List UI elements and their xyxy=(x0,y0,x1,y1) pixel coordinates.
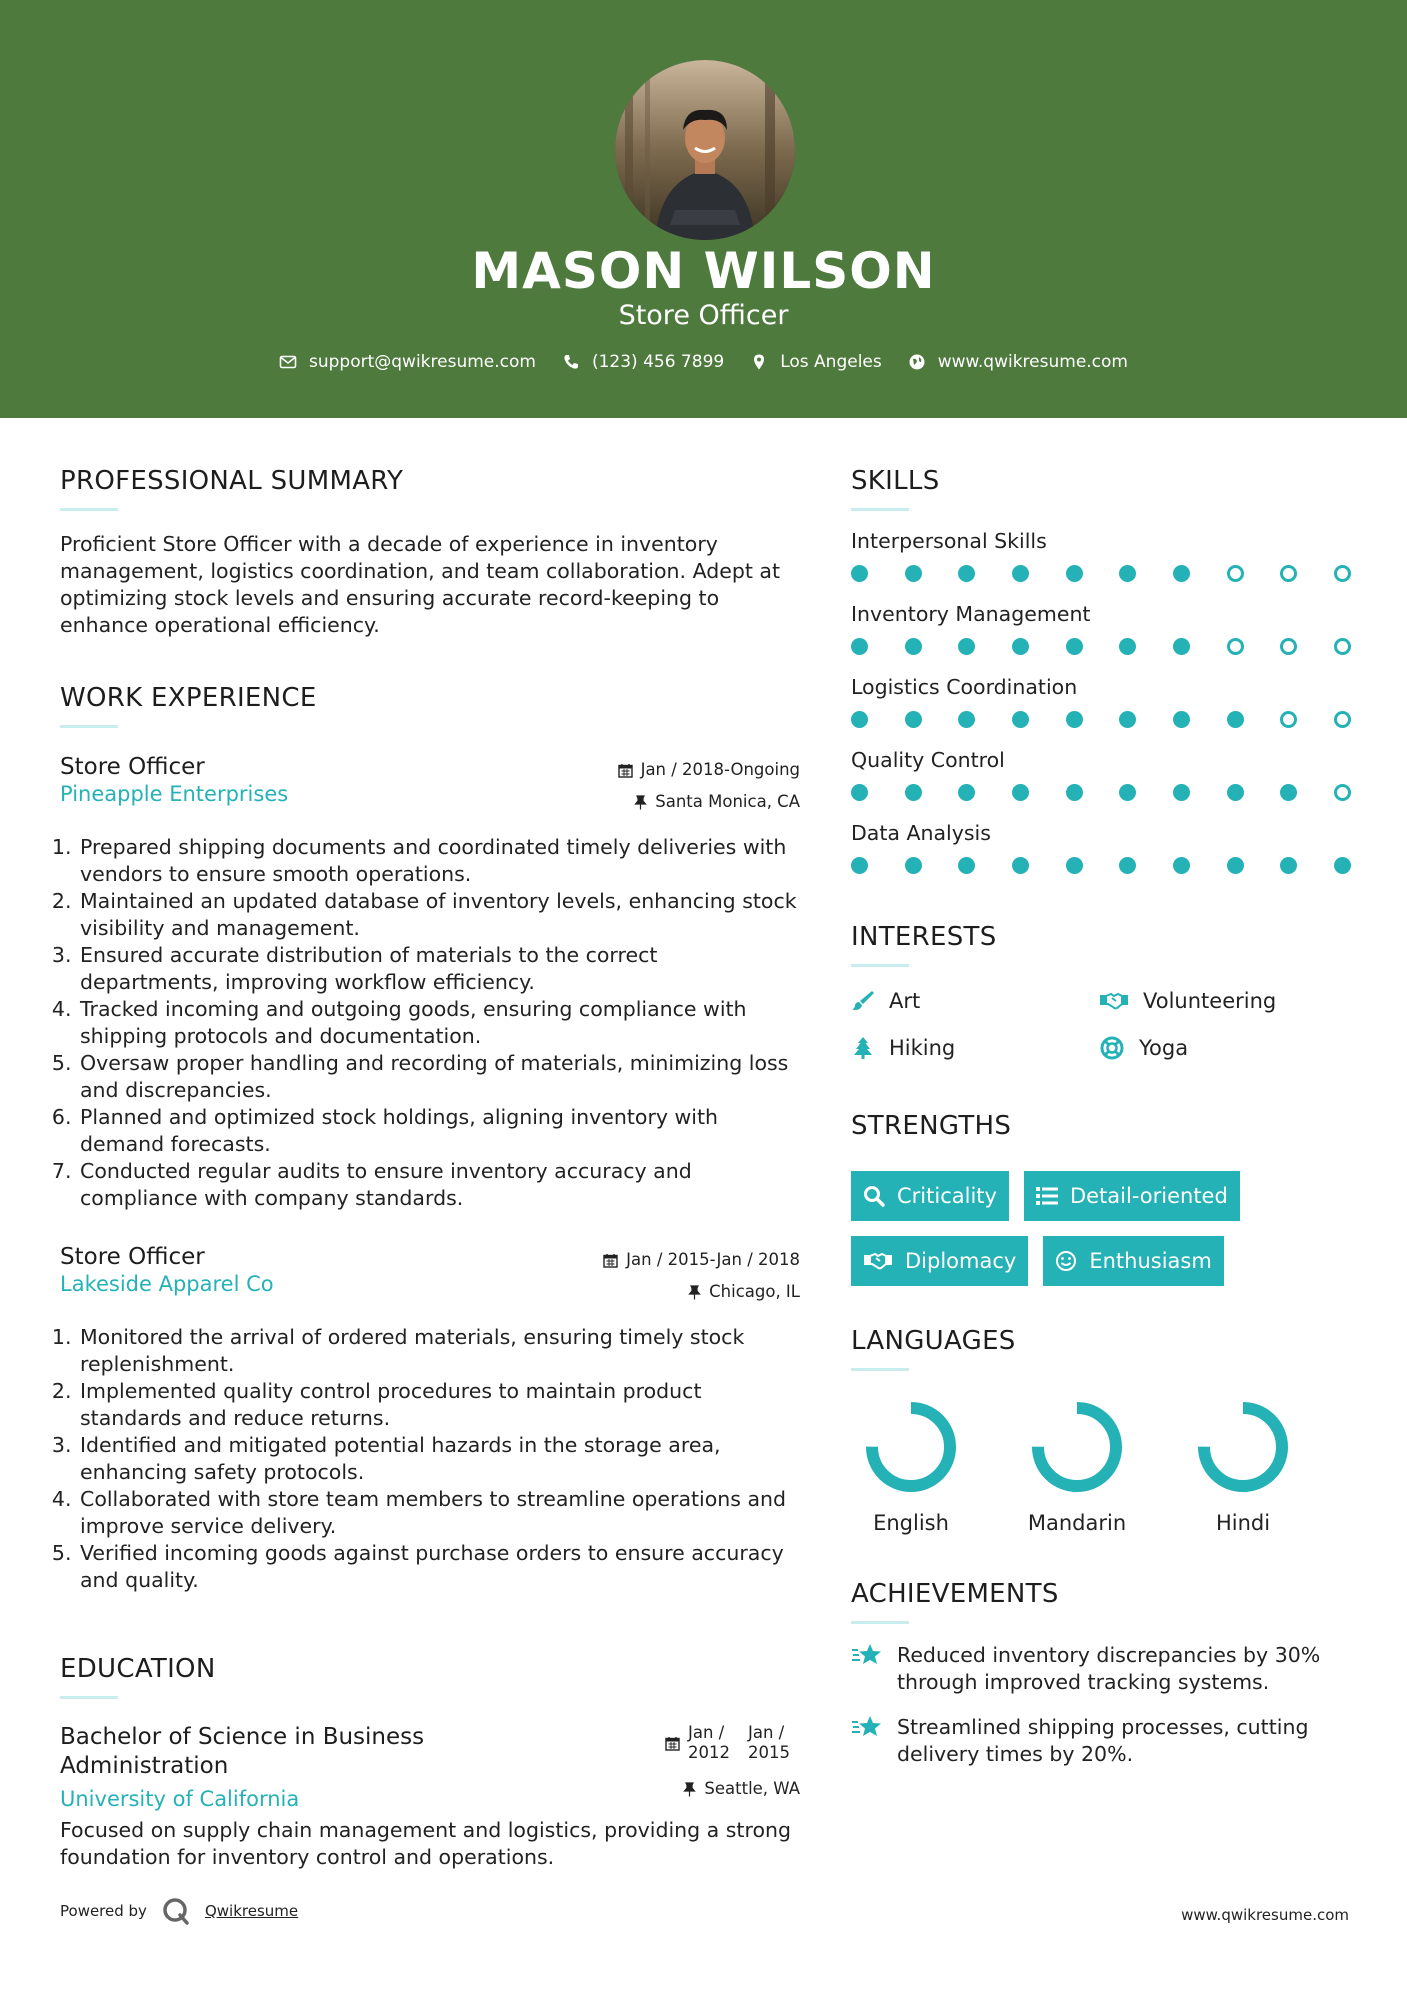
rating-dot-filled xyxy=(958,638,975,655)
contact-phone[interactable] xyxy=(562,352,724,372)
avatar xyxy=(615,60,795,240)
rating-dot-filled xyxy=(1173,857,1190,874)
language-item xyxy=(1025,1399,1129,1535)
list-item: 1. Prepared shipping documents and coordinated timely deliveries with vendors to ensure smooth operations. xyxy=(78,834,800,888)
pin-icon xyxy=(634,795,647,810)
rating-dot-empty xyxy=(1227,638,1244,655)
shooting-star-icon xyxy=(851,1714,883,1740)
rating-dot-filled xyxy=(1066,857,1083,874)
calendar-icon xyxy=(618,763,633,778)
skills-title: SKILLS xyxy=(851,466,940,496)
interest-art: Art xyxy=(851,989,1099,1013)
list-item: 3. Ensured accurate distribution of materials to the correct departments, improving workflow efficiency. xyxy=(78,942,800,996)
rating-dot-filled xyxy=(1066,711,1083,728)
section-underline xyxy=(851,508,909,511)
language-level-arc xyxy=(1204,1408,1282,1486)
list-item: 7. Conducted regular audits to ensure inventory accuracy and compliance with company standards. xyxy=(78,1158,800,1212)
rating-dot-filled xyxy=(1119,857,1136,874)
shooting-star-icon xyxy=(851,1642,883,1668)
language-level-arc xyxy=(1038,1408,1116,1486)
website-text: www.qwikresume.com xyxy=(937,352,1128,372)
location-text: Los Angeles xyxy=(780,352,882,372)
footer-site[interactable]: www.qwikresume.com xyxy=(1181,1906,1349,1924)
language-ring xyxy=(1029,1399,1125,1495)
company-name: Lakeside Apparel Co xyxy=(60,1272,274,1296)
education-title: EDUCATION xyxy=(60,1654,216,1684)
strengths-title: STRENGTHS xyxy=(851,1111,1012,1141)
rating-dot-filled xyxy=(851,784,868,801)
section-underline xyxy=(60,725,118,728)
candidate-name: MASON WILSON xyxy=(471,242,936,300)
degree-title: Bachelor of Science in Business Administration xyxy=(60,1724,425,1779)
rating-dot-filled xyxy=(1119,711,1136,728)
list-icon xyxy=(1036,1186,1058,1206)
rating-dot-filled xyxy=(1066,784,1083,801)
education-text: Focused on supply chain management and logistics, providing a strong foundation for inventory control and operations. xyxy=(60,1818,791,1869)
strength-tag: Criticality xyxy=(851,1171,1009,1221)
rating-dot-empty xyxy=(1334,784,1351,801)
footer-powered xyxy=(60,1896,298,1926)
qwikresume-logo-icon xyxy=(161,1896,191,1926)
section-underline xyxy=(851,1368,909,1371)
job-entry xyxy=(60,754,800,1212)
handshake-icon xyxy=(863,1250,893,1272)
achievements-title: ACHIEVEMENTS xyxy=(851,1579,1059,1609)
rating-dot-filled xyxy=(1280,857,1297,874)
rating-dot-filled xyxy=(905,857,922,874)
job-date: Jan / 2018-Ongoing xyxy=(618,754,800,786)
section-underline xyxy=(60,508,118,511)
pin-icon xyxy=(683,1782,696,1797)
rating-dot-filled xyxy=(958,784,975,801)
interests-section xyxy=(851,922,1351,1061)
rating-dot-filled xyxy=(1119,638,1136,655)
rating-dot-filled xyxy=(1227,857,1244,874)
search-icon xyxy=(863,1185,885,1207)
job-bullets xyxy=(60,1324,800,1594)
rating-dot-empty xyxy=(1280,711,1297,728)
right-column xyxy=(851,466,1351,1768)
rating-dot-filled xyxy=(1012,565,1029,582)
rating-dot-filled xyxy=(1066,638,1083,655)
left-column xyxy=(60,466,800,1871)
list-item: 2. Implemented quality control procedures to maintain product standards and reduce returns. xyxy=(78,1378,800,1432)
achievement-item: Reduced inventory discrepancies by 30% through improved tracking systems. xyxy=(851,1642,1351,1696)
rating-dot-filled xyxy=(1173,711,1190,728)
skill-rating xyxy=(851,857,1351,874)
list-item: 3. Identified and mitigated potential hazards in the storage area, enhancing safety protocols. xyxy=(78,1432,800,1486)
rating-dot-filled xyxy=(905,638,922,655)
rating-dot-empty xyxy=(1280,638,1297,655)
skill-item xyxy=(851,675,1351,728)
job-title: Store Officer xyxy=(60,1244,205,1270)
achievements-section xyxy=(851,1579,1351,1768)
language-ring xyxy=(863,1399,959,1495)
job-location: Chicago, IL xyxy=(603,1276,800,1308)
education-section xyxy=(60,1654,800,1871)
skills-section xyxy=(851,466,1351,874)
language-item xyxy=(859,1399,963,1535)
contact-location xyxy=(750,352,882,372)
rating-dot-filled xyxy=(905,565,922,582)
language-ring xyxy=(1195,1399,1291,1495)
skills-list xyxy=(851,529,1351,874)
rating-dot-filled xyxy=(958,857,975,874)
interest-yoga: Yoga xyxy=(1099,1035,1347,1061)
languages-section xyxy=(851,1326,1351,1535)
tree-icon xyxy=(851,1036,875,1060)
profile-photo xyxy=(615,60,795,240)
phone-text: (123) 456 7899 xyxy=(591,352,725,372)
list-item: 6. Planned and optimized stock holdings, aligning inventory with demand forecasts. xyxy=(78,1104,800,1158)
envelope-icon xyxy=(279,353,297,371)
contact-website[interactable] xyxy=(908,352,1128,372)
rating-dot-filled xyxy=(1227,711,1244,728)
header xyxy=(0,0,1407,418)
summary-text: Proficient Store Officer with a decade of experience in inventory management, logistics coordination, and team collaboration. Adept at optimizing stock levels and ensuring accurate record-keeping to enhance operational efficiency. xyxy=(60,532,781,637)
job-bullets xyxy=(60,834,800,1212)
rating-dot-empty xyxy=(1334,711,1351,728)
rating-dot-filled xyxy=(851,857,868,874)
rating-dot-filled xyxy=(1066,565,1083,582)
job-location: Santa Monica, CA xyxy=(618,786,800,818)
contact-bar xyxy=(0,352,1407,372)
language-label: Hindi xyxy=(1215,1511,1271,1535)
lifering-icon xyxy=(1099,1035,1125,1061)
paintbrush-icon xyxy=(851,989,875,1013)
skill-name: Data Analysis xyxy=(851,821,991,845)
skill-rating xyxy=(851,638,1351,655)
education-location: Seattle, WA xyxy=(665,1779,800,1799)
rating-dot-filled xyxy=(1173,784,1190,801)
languages-title: LANGUAGES xyxy=(851,1326,1016,1356)
handshake-icon xyxy=(1099,989,1129,1013)
rating-dot-filled xyxy=(958,565,975,582)
rating-dot-filled xyxy=(1119,784,1136,801)
skill-name: Quality Control xyxy=(851,748,1005,772)
skill-name: Logistics Coordination xyxy=(851,675,1078,699)
calendar-icon xyxy=(665,1736,680,1751)
rating-dot-filled xyxy=(851,711,868,728)
rating-dot-filled xyxy=(1012,711,1029,728)
achievement-item: Streamlined shipping processes, cutting delivery times by 20%. xyxy=(851,1714,1351,1768)
job-entry xyxy=(60,1244,800,1594)
strength-tag: Detail-oriented xyxy=(1024,1171,1240,1221)
list-item: 5. Verified incoming goods against purchase orders to ensure accuracy and quality. xyxy=(78,1540,800,1594)
rating-dot-filled xyxy=(1012,784,1029,801)
job-title: Store Officer xyxy=(60,754,205,780)
skill-name: Inventory Management xyxy=(851,602,1091,626)
skill-item xyxy=(851,821,1351,874)
smile-icon xyxy=(1055,1250,1077,1272)
rating-dot-filled xyxy=(1227,784,1244,801)
language-item xyxy=(1191,1399,1295,1535)
contact-email[interactable] xyxy=(279,352,536,372)
skill-item xyxy=(851,748,1351,801)
section-underline xyxy=(60,1696,118,1699)
section-underline xyxy=(851,1621,909,1624)
rating-dot-filled xyxy=(1280,784,1297,801)
calendar-icon xyxy=(603,1253,618,1268)
skill-rating xyxy=(851,784,1351,801)
rating-dot-filled xyxy=(1012,857,1029,874)
skill-rating xyxy=(851,565,1351,582)
list-item: 4. Tracked incoming and outgoing goods, ensuring compliance with shipping protocols and documentation. xyxy=(78,996,800,1050)
interest-hiking: Hiking xyxy=(851,1035,1099,1061)
rating-dot-filled xyxy=(1334,857,1351,874)
brand-link[interactable]: Qwikresume xyxy=(204,1902,299,1920)
languages-list xyxy=(851,1399,1351,1535)
rating-dot-filled xyxy=(905,784,922,801)
globe-icon xyxy=(908,353,926,371)
pin-icon xyxy=(688,1285,701,1300)
list-item: 4. Collaborated with store team members to streamline operations and improve service delivery. xyxy=(78,1486,800,1540)
experience-title: WORK EXPERIENCE xyxy=(60,683,317,713)
interest-volunteering: Volunteering xyxy=(1099,989,1347,1013)
section-underline xyxy=(851,964,909,967)
skill-item xyxy=(851,602,1351,655)
powered-by-label: Powered by xyxy=(60,1902,147,1920)
strength-tag: Diplomacy xyxy=(851,1236,1028,1286)
rating-dot-filled xyxy=(1173,565,1190,582)
strength-tag: Enthusiasm xyxy=(1043,1236,1223,1286)
strengths-section xyxy=(851,1111,1351,1286)
skill-item xyxy=(851,529,1351,582)
education-date: Jan / 2012 Jan / 2015 xyxy=(665,1723,800,1763)
rating-dot-filled xyxy=(905,711,922,728)
rating-dot-filled xyxy=(851,638,868,655)
phone-icon xyxy=(562,353,580,371)
rating-dot-filled xyxy=(851,565,868,582)
summary-section xyxy=(60,466,800,639)
skill-name: Interpersonal Skills xyxy=(851,529,1047,553)
job-date: Jan / 2015-Jan / 2018 xyxy=(603,1244,800,1276)
rating-dot-empty xyxy=(1334,638,1351,655)
rating-dot-filled xyxy=(958,711,975,728)
list-item: 2. Maintained an updated database of inventory levels, enhancing stock visibility and management. xyxy=(78,888,800,942)
summary-title: PROFESSIONAL SUMMARY xyxy=(60,466,404,496)
company-name: Pineapple Enterprises xyxy=(60,782,289,806)
language-label: Mandarin xyxy=(1027,1511,1127,1535)
rating-dot-filled xyxy=(1012,638,1029,655)
skill-rating xyxy=(851,711,1351,728)
experience-section xyxy=(60,683,800,1594)
rating-dot-empty xyxy=(1227,565,1244,582)
email-text: support@qwikresume.com xyxy=(309,352,536,372)
language-level-arc xyxy=(872,1408,950,1486)
rating-dot-empty xyxy=(1280,565,1297,582)
language-label: English xyxy=(873,1511,949,1535)
school-name: University of California xyxy=(60,1787,300,1811)
rating-dot-filled xyxy=(1173,638,1190,655)
candidate-role: Store Officer xyxy=(618,300,789,331)
interests-title: INTERESTS xyxy=(851,922,997,952)
list-item: 1. Monitored the arrival of ordered materials, ensuring timely stock replenishment. xyxy=(78,1324,800,1378)
rating-dot-filled xyxy=(1119,565,1136,582)
map-marker-icon xyxy=(750,353,768,371)
list-item: 5. Oversaw proper handling and recording of materials, minimizing loss and discrepancies. xyxy=(78,1050,800,1104)
rating-dot-empty xyxy=(1334,565,1351,582)
